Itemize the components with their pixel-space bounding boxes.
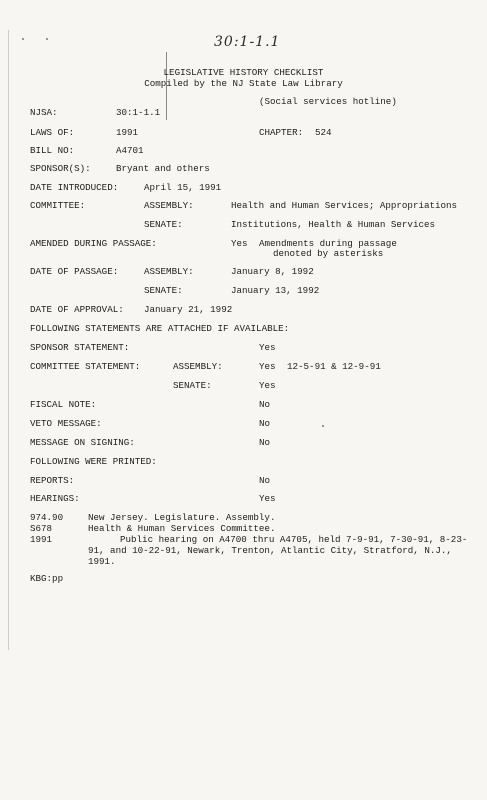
laws-label: LAWS OF: [30,127,75,138]
message-on-signing-label: MESSAGE ON SIGNING: [30,437,135,448]
printed-heading: FOLLOWING WERE PRINTED: [30,456,157,467]
committee-senate-value: Institutions, Health & Human Services [231,219,435,230]
committee-statement-senate-value: Yes [259,380,276,391]
catalog-note-row [30,512,468,523]
amended-value: Yes [231,238,248,249]
call-number-part: S678 [30,523,53,534]
sponsor-value: Bryant and others [116,163,210,174]
scan-edge-left [8,30,9,650]
committee-statement-assembly-label: ASSEMBLY: [173,361,223,372]
chapter-value: 524 [315,127,332,138]
amended-note-line1: Amendments during passage [259,238,397,249]
scan-speck [322,425,324,427]
amended-label: AMENDED DURING PASSAGE: [30,238,157,249]
document-subtitle: Compiled by the NJ State Law Library [144,78,343,89]
reports-value: No [259,475,271,486]
catalog-note-row [30,534,468,567]
committee-assembly-label: ASSEMBLY: [144,200,194,211]
committee-statement-assembly-value: Yes [259,361,276,372]
veto-message-value: No [259,418,271,429]
passage-senate-label: SENATE: [144,285,183,296]
chapter-label: CHAPTER: [259,127,304,138]
njsa-value: 30:1-1.1 [116,107,161,118]
bill-value: A4701 [116,145,144,156]
document-title: LEGISLATIVE HISTORY CHECKLIST [163,67,324,78]
reports-label: REPORTS: [30,475,75,486]
passage-assembly-label: ASSEMBLY: [144,266,194,277]
bill-description: (Social services hotline) [259,96,397,107]
sponsor-label: SPONSOR(S): [30,163,91,174]
amended-note-line2: denoted by asterisks [273,248,384,259]
attached-heading: FOLLOWING STATEMENTS ARE ATTACHED IF AVAILABLE: [30,323,290,334]
catalog-notes [30,512,468,567]
call-number-part: 974.90 [30,512,64,523]
initials: KBG:pp [30,573,64,584]
date-introduced-label: DATE INTRODUCED: [30,182,119,193]
committee-statement-label: COMMITTEE STATEMENT: [30,361,141,372]
committee-senate-label: SENATE: [144,219,183,230]
message-on-signing-value: No [259,437,271,448]
sponsor-statement-value: Yes [259,342,276,353]
passage-senate-value: January 13, 1992 [231,285,320,296]
bill-label: BILL NO: [30,145,75,156]
hearings-label: HEARINGS: [30,493,80,504]
fiscal-note-value: No [259,399,271,410]
date-introduced-value: April 15, 1991 [144,182,222,193]
catalog-note-text: New Jersey. Legislature. Assembly. [88,512,276,523]
sponsor-statement-label: SPONSOR STATEMENT: [30,342,130,353]
date-of-approval-value: January 21, 1992 [144,304,233,315]
catalog-note-row [30,523,468,534]
fiscal-note-label: FISCAL NOTE: [30,399,97,410]
committee-statement-senate-label: SENATE: [173,380,212,391]
handwritten-citation: 30:1-1.1 [214,34,281,50]
catalog-note-text: Health & Human Services Committee. [88,523,276,534]
hearings-value: Yes [259,493,276,504]
committee-label: COMMITTEE: [30,200,86,211]
scan-speck [22,38,24,40]
committee-assembly-value: Health and Human Services; Appropriations [231,200,458,211]
call-number-part: 1991 [30,534,53,545]
date-of-passage-label: DATE OF PASSAGE: [30,266,119,277]
catalog-note-text: Public hearing on A4700 thru A4705, held 7-9-91, 7-30-91, 8-23-91, and 10-22-91, Newark, Trenton, Atlantic City, Stratford, N.J., 1991. [88,534,468,567]
committee-statement-dates: 12-5-91 & 12-9-91 [287,361,381,372]
veto-message-label: VETO MESSAGE: [30,418,102,429]
date-of-approval-label: DATE OF APPROVAL: [30,304,124,315]
passage-assembly-value: January 8, 1992 [231,266,314,277]
njsa-label: NJSA: [30,107,58,118]
scan-speck [46,38,48,40]
laws-value: 1991 [116,127,139,138]
